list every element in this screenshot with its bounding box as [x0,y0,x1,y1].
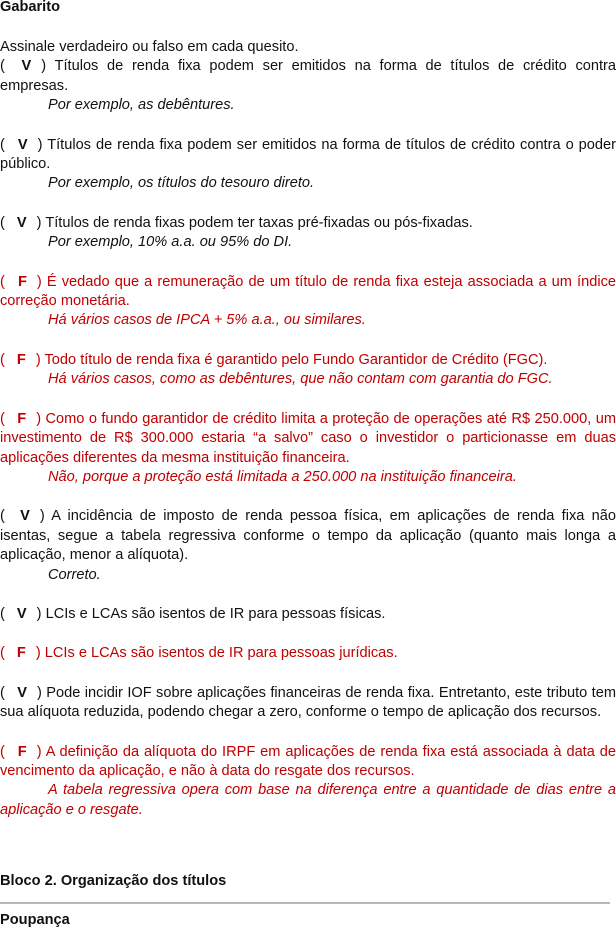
statement: Títulos de renda fixas podem ter taxas pré-fixadas ou pós-fixadas. [45,214,473,231]
answer-mark: V [16,214,27,231]
explanation: Por exemplo, os títulos do tesouro direto. [48,175,315,192]
answer-mark: F [16,351,26,368]
intro-text: Assinale verdadeiro ou falso em cada quesito. [0,39,299,55]
explanation: Correto. [48,566,101,583]
quiz-content [0,38,616,840]
quiz-item: ( V ) A incidência de imposto de renda pessoa física, em aplicações de renda fixa não isentas, segue a tabela regressiva conforme o tempo da aplicação (quanto mais longa a aplicação, menor a alíquota). Correto. [0,507,616,585]
quiz-item: ( F ) A definição da alíquota do IRPF em aplicações de renda fixa está associada à data de vencimento da aplicação, e não à data do resgate dos recursos. A tabela regressiva opera com base na diferença entre a quantidade de dias entre a aplicação e o resgate. [0,743,616,821]
statement: Títulos de renda fixa podem ser emitidos na forma de títulos de crédito contra empresas. [0,58,616,94]
answer-mark: F [16,645,26,662]
statement: LCIs e LCAs são isentos de IR para pessoas físicas. [45,605,386,622]
quiz-item: ( F ) Como o fundo garantidor de crédito limita a proteção de operações até R$ 250.000, um investimento de R$ 300.000 estaria “a salvo” caso o investidor o particionasse em duas aplicações diferentes da mesma instituição financeira. Não, porque a proteção está limitada a 250.000 na instituição financeira. [0,410,616,488]
section-divider [0,902,610,904]
statement: LCIs e LCAs são isentos de IR para pessoas jurídicas. [44,645,398,662]
answer-mark: F [17,273,27,290]
subsection-heading: Poupança [0,912,70,928]
answer-mark: V [17,136,28,153]
explanation: Há vários casos de IPCA + 5% a.a., ou similares. [48,312,366,329]
quiz-item: ( V ) Títulos de renda fixas podem ter taxas pré-fixadas ou pós-fixadas. Por exemplo, 10% a.a. ou 95% do DI. [0,214,616,253]
quiz-item: ( V ) Títulos de renda fixa podem ser emitidos na forma de títulos de crédito contra empresas. Por exemplo, as debêntures. [0,57,616,115]
statement: Todo título de renda fixa é garantido pelo Fundo Garantidor de Crédito (FGC). [44,351,548,368]
section-heading: Bloco 2. Organização dos títulos [0,873,227,889]
quiz-item: ( F ) Todo título de renda fixa é garantido pelo Fundo Garantidor de Crédito (FGC). Há vários casos, como as debêntures, que não contam com garantia do FGC. [0,351,616,390]
explanation: Por exemplo, 10% a.a. ou 95% do DI. [48,234,293,251]
quiz-item: ( V ) Títulos de renda fixa podem ser emitidos na forma de títulos de crédito contra o poder público. Por exemplo, os títulos do tesouro direto. [0,136,616,194]
explanation: Há vários casos, como as debêntures, que não contam com garantia do FGC. [48,371,553,388]
explanation: Por exemplo, as debêntures. [48,97,235,114]
statement: Pode incidir IOF sobre aplicações financeiras de renda fixa. Entretanto, este tributo tem sua alíquota reduzida, podendo chegar a zero, conforme o tempo de aplicação dos recursos. [0,684,616,721]
statement: É vedado que a remuneração de um título de renda fixa esteja associada a um índice correção monetária. [0,273,616,310]
answer-mark: V [20,508,30,525]
page-title: Gabarito [0,0,61,15]
statement: Títulos de renda fixa podem ser emitidos na forma de títulos de crédito contra o poder público. [0,136,616,173]
explanation: Não, porque a proteção está limitada a 250.000 na instituição financeira. [48,468,517,485]
explanation: A tabela regressiva opera com base na diferença entre a quantidade de dias entre a aplicação e o resgate. [0,782,616,818]
statement: A incidência de imposto de renda pessoa física, em aplicações de renda fixa não isentas, segue a tabela regressiva conforme o tempo da aplicação (quanto mais longa a aplicação, menor a alíquota). [0,508,616,564]
quiz-item: ( V ) LCIs e LCAs são isentos de IR para pessoas físicas. [0,605,616,624]
quiz-item: ( F ) LCIs e LCAs são isentos de IR para pessoas jurídicas. [0,644,616,663]
answer-mark: F [17,410,27,427]
answer-mark: V [16,605,27,622]
answer-mark: V [17,684,28,701]
statement: A definição da alíquota do IRPF em aplicações de renda fixa está associada à data de vencimento da aplicação, e não à data do resgate dos recursos. [0,743,616,779]
quiz-item: ( V ) Pode incidir IOF sobre aplicações financeiras de renda fixa. Entretanto, este tributo tem sua alíquota reduzida, podendo chegar a zero, conforme o tempo de aplicação dos recursos. [0,684,616,721]
answer-mark: V [21,58,32,75]
quiz-item: ( F ) É vedado que a remuneração de um título de renda fixa esteja associada a um índice correção monetária. Há vários casos de IPCA + 5% a.a., ou similares. [0,273,616,331]
statement: Como o fundo garantidor de crédito limita a proteção de operações até R$ 250.000, um investimento de R$ 300.000 estaria “a salvo” caso o investidor o particionasse em duas aplicações diferentes da mesma instituição financeira. [0,410,616,466]
answer-mark: F [17,743,27,760]
